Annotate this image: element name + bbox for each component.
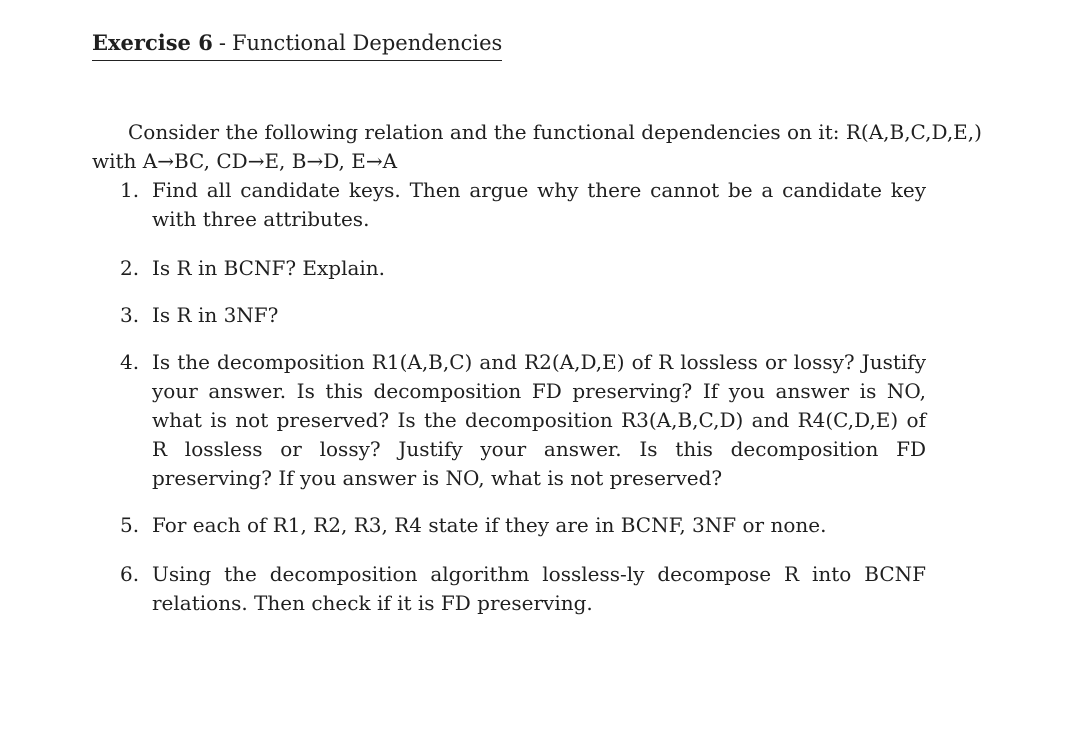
question-item (120, 176, 926, 234)
question-text: Is the decomposition R1(A,B,C) and R2(A,D,E) of R lossless or lossy? Justify your answer. Is this decomposition FD preserving? If you answer is NO, what is not preserved? Is the decomposition R3(A,B,C,D) and R4(C,D,E) of R lossless or lossy? Justify your answer. Is this decomposition FD preserving? If you answer is NO, what is not preserved? (152, 350, 926, 490)
question-text: For each of R1, R2, R3, R4 state if they are in BCNF, 3NF or none. (152, 513, 827, 537)
question-number: 6. (120, 562, 140, 586)
question-number: 3. (120, 303, 140, 327)
title-separator: - (218, 31, 226, 55)
question-number: 5. (120, 513, 140, 537)
question-item (120, 560, 926, 618)
question-list (120, 176, 926, 618)
exercise-label: Exercise 6 (92, 30, 213, 55)
question-item (120, 348, 926, 493)
question-item (120, 511, 926, 540)
question-text: Using the decomposition algorithm lossless-ly decompose R into BCNF relations. Then check if it is FD preserving. (152, 562, 926, 615)
question-item (120, 301, 926, 330)
question-number: 2. (120, 256, 140, 280)
question-text: Is R in 3NF? (152, 303, 279, 327)
exercise-subject: Functional Dependencies (231, 31, 503, 55)
question-item (120, 254, 926, 283)
question-text: Is R in BCNF? Explain. (152, 256, 386, 280)
question-text: Find all candidate keys. Then argue why there cannot be a candidate key with three attributes. (152, 178, 926, 231)
exercise-title (92, 28, 502, 61)
question-number: 4. (120, 350, 140, 374)
intro-paragraph: Consider the following relation and the functional dependencies on it: R(A,B,C,D,E,) with A→BC, CD→E, B→D, E→A (92, 120, 982, 173)
question-number: 1. (120, 178, 140, 202)
